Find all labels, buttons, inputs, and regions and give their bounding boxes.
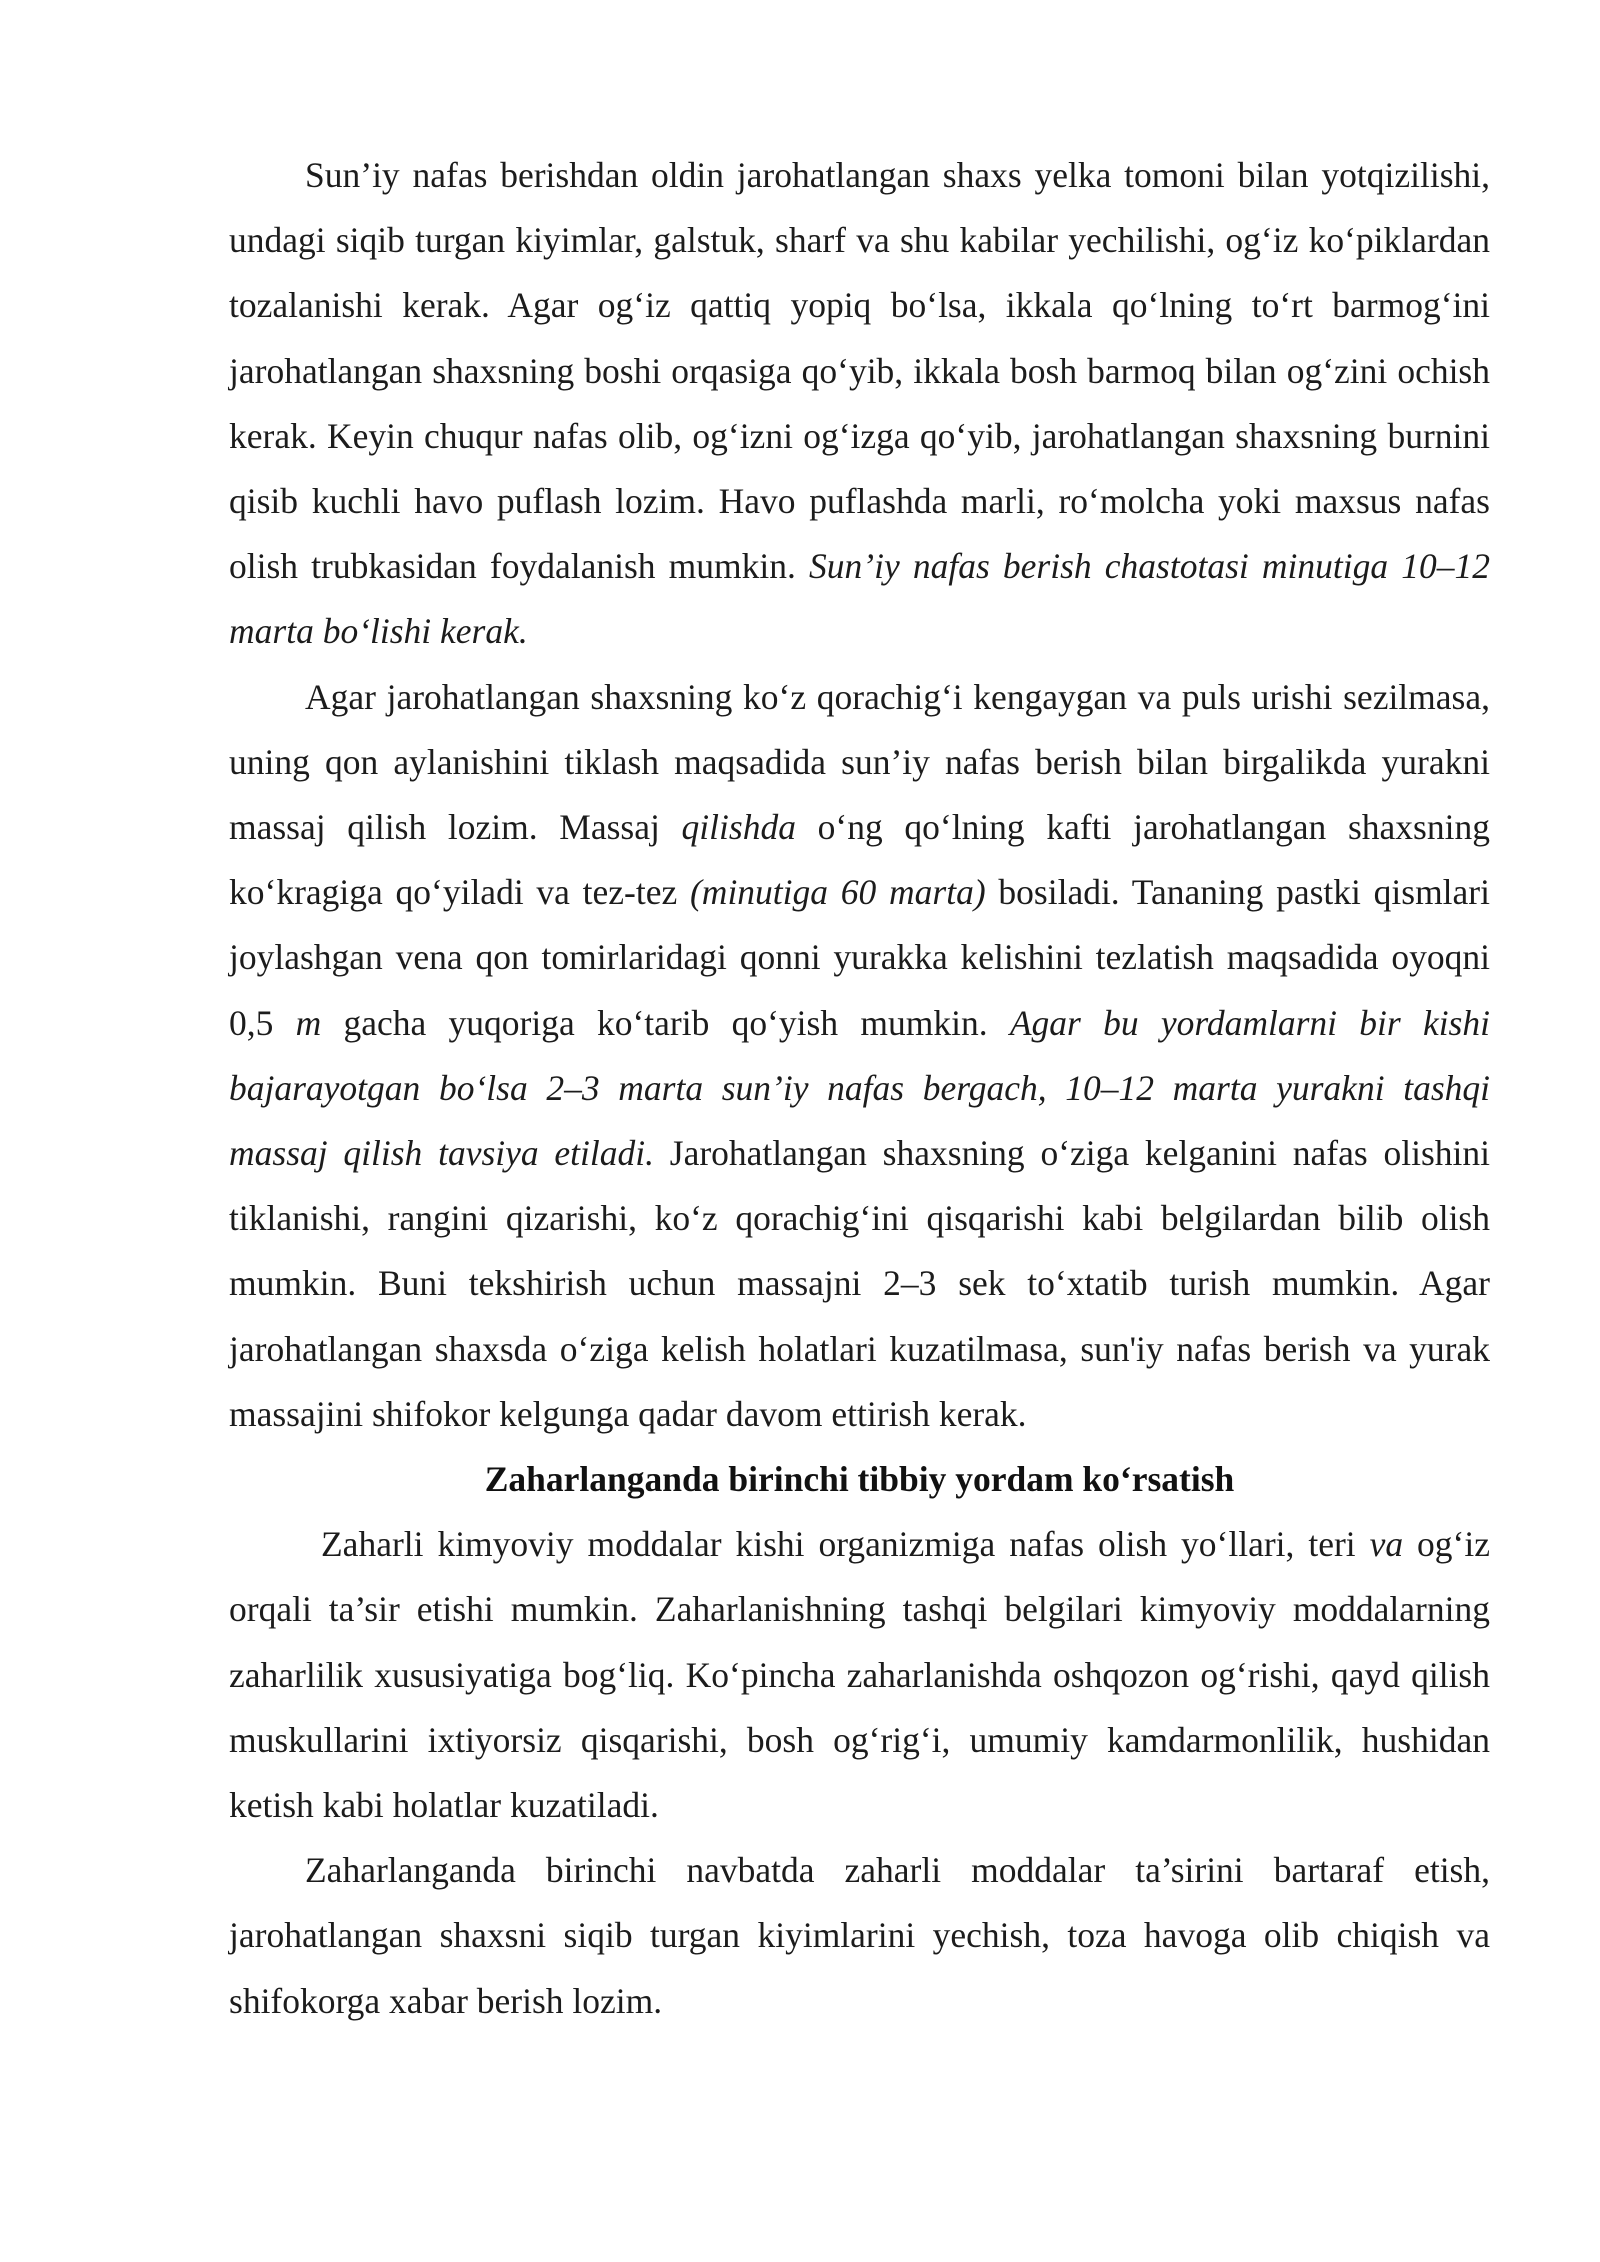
paragraph-text: og‘iz orqali ta’sir etishi mumkin. Zaharlanishning tashqi belgilari kimyoviy moddalarning zaharlilik xususiyatiga bog‘liq. Ko‘pincha zaharlanishda oshqozon og‘rishi, qayd qilish muskullarini ixtiyorsiz qisqarishi, bosh og‘rig‘i, umumiy kamdarmonlilik, hushidan ketish kabi holatlar kuzatiladi. [229, 1524, 1490, 1826]
paragraph-artificial-respiration [229, 143, 1490, 665]
paragraph-text: Sun’iy nafas berishdan oldin jarohatlangan shaxs yelka tomoni bilan yotqizilishi, undagi siqib turgan kiyimlar, galstuk, sharf va shu kabilar yechilishi, og‘iz ko‘piklardan tozalanishi kerak. Agar og‘iz qattiq yopiq bo‘lsa, ikkala qo‘lning to‘rt barmog‘ini jarohatlangan shaxsning boshi orqasiga qo‘yib, ikkala bosh barmoq bilan og‘zini ochish kerak. Keyin chuqur nafas olib, og‘izni og‘izga qo‘yib, jarohatlangan shaxsning burnini qisib kuchli havo puflash lozim. Havo puflashda marli, ro‘molcha yoki maxsus nafas olish trubkasidan foydalanish mumkin. [229, 155, 1490, 587]
paragraph-text: gacha yuqoriga ko‘tarib qo‘yish mumkin. [321, 1002, 1010, 1043]
emphasis-word: qilishda [681, 807, 796, 848]
paragraph-poisoning-symptoms [229, 1512, 1490, 1838]
emphasis-massage-rate: (minutiga 60 marta) [689, 872, 986, 913]
document-body [229, 143, 1490, 2034]
paragraph-text: Agar jarohatlangan shaxsning ko‘z qorachig‘i kengaygan va puls urishi sezilmasa, uning qon aylanishini tiklash maqsadida sun’iy nafas berish bilan birgalikda yurakni massaj qilish lozim. Massaj [229, 676, 1490, 848]
emphasis-word: va [1369, 1524, 1404, 1565]
emphasis-massage-recommendation: Agar bu yordamlarni bir kishi bajarayotgan bo‘lsa 2–3 marta sun’iy nafas bergach, 10–12 marta yurakni tashqi massaj qilish tavsiya etiladi. [229, 1002, 1490, 1174]
section-heading-poisoning: Zaharlanganda birinchi tibbiy yordam ko‘rsatish [484, 1459, 1235, 1500]
emphasis-respiration-frequency: Sun’iy nafas berish chastotasi minutiga 10–12 marta bo‘lishi kerak. [229, 546, 1490, 652]
paragraph-text: Zaharli kimyoviy moddalar kishi organizmiga nafas olish yo‘llari, teri [321, 1524, 1370, 1565]
paragraph-heart-massage [229, 665, 1490, 1447]
paragraph-poisoning-first-aid [229, 1838, 1490, 2034]
paragraph-text: Zaharlanganda birinchi navbatda zaharli moddalar ta’sirini bartaraf etish, jarohatlangan shaxsni siqib turgan kiyimlarini yechish, toza havoga olib chiqish va shifokorga xabar berish lozim. [229, 1850, 1490, 2021]
paragraph-text: Jarohatlangan shaxsning o‘ziga kelganini nafas olishini tiklanishi, rangini qizarishi, ko‘z qorachig‘ini qisqarishi kabi belgilardan bilib olish mumkin. Buni tekshirish uchun massajni 2–3 sek to‘xtatib turish mumkin. Agar jarohatlangan shaxsda o‘ziga kelish holatlari kuzatilmasa, sun'iy nafas berish va yurak massajini shifokor kelgunga qadar davom ettirish kerak. [229, 1133, 1490, 1434]
paragraph-text: bosiladi. Tananing pastki qismlari joylashgan vena qon tomirlaridagi qonni yurakka kelishini tezlatish maqsadida oyoqni 0,5 [229, 872, 1490, 1043]
paragraph-text: o‘ng qo‘lning kafti jarohatlangan shaxsning ko‘kragiga qo‘yiladi va tez-tez [229, 807, 1490, 913]
emphasis-unit: m [295, 1002, 322, 1043]
